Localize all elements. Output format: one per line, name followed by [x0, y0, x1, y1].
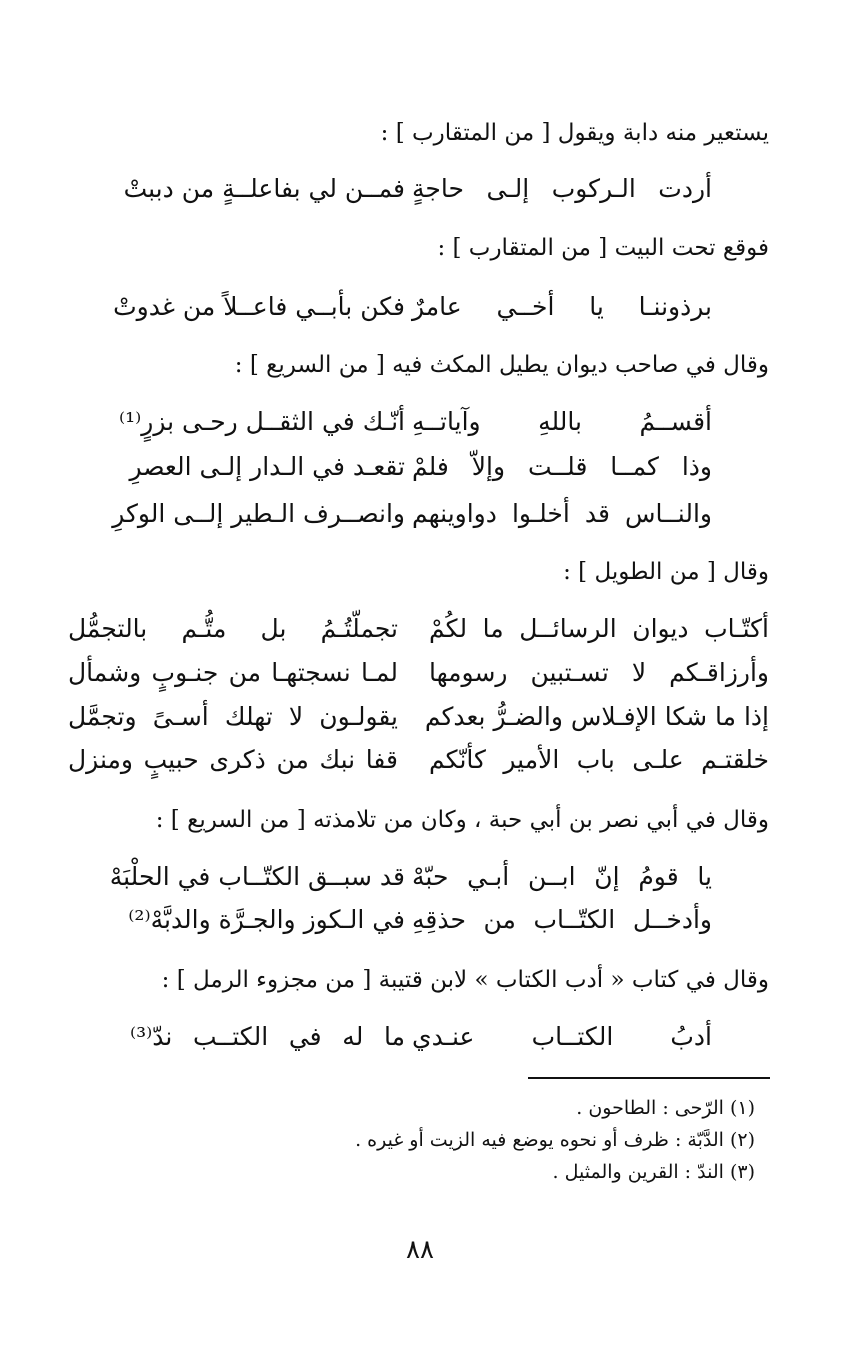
poem-4-line-1-second: تجملّتُـمُ بل متُّـم بالتجمُّل: [68, 614, 398, 643]
poem-3-line-3-first: والنــاس قد أخلـوا دواوينهم: [412, 499, 712, 528]
intro-line-5: وقال في أبي نصر بن أبي حبة ، وكان من تلامذته [ من السريع ] :: [155, 807, 769, 833]
poem-4-line-1-first: أكتّـاب ديوان الرسائــل ما لكُمْ: [429, 614, 769, 643]
poem-6-line-1-first: أدبُ الكتــاب عنـدي: [412, 1022, 712, 1051]
intro-line-4: وقال [ من الطويل ] :: [563, 559, 769, 585]
intro-line-6: وقال في كتاب « أدب الكتاب » لابن قتيبة [ من مجزوء الرمل ] :: [161, 967, 769, 993]
footnote-divider: [528, 1077, 770, 1079]
poem-5-line-2-first: وأدخــل الكتّــاب من حذقِهِ: [412, 905, 712, 934]
intro-line-3: وقال في صاحب ديوان يطيل المكث فيه [ من السريع ] :: [234, 352, 769, 378]
poem-3-line-1-first: أقســمُ باللهِ وآياتــهِ: [412, 407, 712, 436]
intro-line-1: يستعير منه دابة ويقول [ من المتقارب ] :: [380, 120, 769, 146]
poem-4-line-3-first: إذا ما شكا الإفـلاس والضـرُّ بعدكم: [424, 702, 769, 731]
poem-1-line-1-first: أردت الـركوب إلـى حاجةٍ: [412, 174, 712, 203]
poem-3-line-2-second: تقعـد في الـدار إلـى العصرِ: [129, 452, 405, 481]
poem-4-line-4-first: خلقتـم علـى باب الأمير كأنّكم: [429, 745, 769, 774]
poem-5-line-1-second: قد سبــق الكتّــاب في الحلْبَهْ: [109, 862, 405, 891]
poem-5-line-1-first: يا قومُ إنّ ابــن أبـي حبّهْ: [412, 862, 712, 891]
poem-5-line-2-second: في الـكوز والجـرَّة والدبَّهْ⁽²⁾: [128, 905, 405, 934]
poem-1-line-1-second: فمــن لي بفاعلــةٍ من دببتْ: [123, 174, 405, 203]
poem-3-line-3-second: وانصــرف الـطير إلــى الوكرِ: [112, 499, 405, 528]
footnote-2: (٢) الدَّبّة : ظرف أو نحوه يوضع فيه الزيت أو غيره .: [355, 1129, 755, 1151]
footnote-3: (٣) الندّ : القرين والمثيل .: [552, 1161, 755, 1183]
poem-4-line-2-first: وأرزاقـكم لا تسـتبين رسومها: [429, 658, 769, 687]
poem-3-line-2-first: وذا كمــا قلــت وإلاّ فلمْ: [412, 452, 712, 481]
intro-line-2: فوقع تحت البيت [ من المتقارب ] :: [437, 235, 769, 261]
poem-4-line-2-second: لمـا نسجتهـا من جنـوبٍ وشمأل: [68, 658, 398, 687]
poem-2-line-1-first: برذوننـا يا أخــي عامرٌ: [412, 292, 712, 321]
poem-4-line-4-second: قفا نبك من ذكرى حبيبٍ ومنزل: [68, 745, 398, 774]
poem-2-line-1-second: فكن بأبــي فاعــلاً من غدوتْ: [113, 292, 405, 321]
footnote-1: (١) الرّحى : الطاحون .: [576, 1097, 755, 1119]
poem-3-line-1-second: أنّـك في الثقــل رحـى بزرٍ⁽¹⁾: [118, 407, 405, 436]
poem-6-line-1-second: ما له في الكتــب ندّ⁽³⁾: [130, 1022, 405, 1051]
poem-4-line-3-second: يقولـون لا تهلك أسـىً وتجمَّل: [68, 702, 398, 731]
page-number: ٨٨: [406, 1235, 434, 1265]
